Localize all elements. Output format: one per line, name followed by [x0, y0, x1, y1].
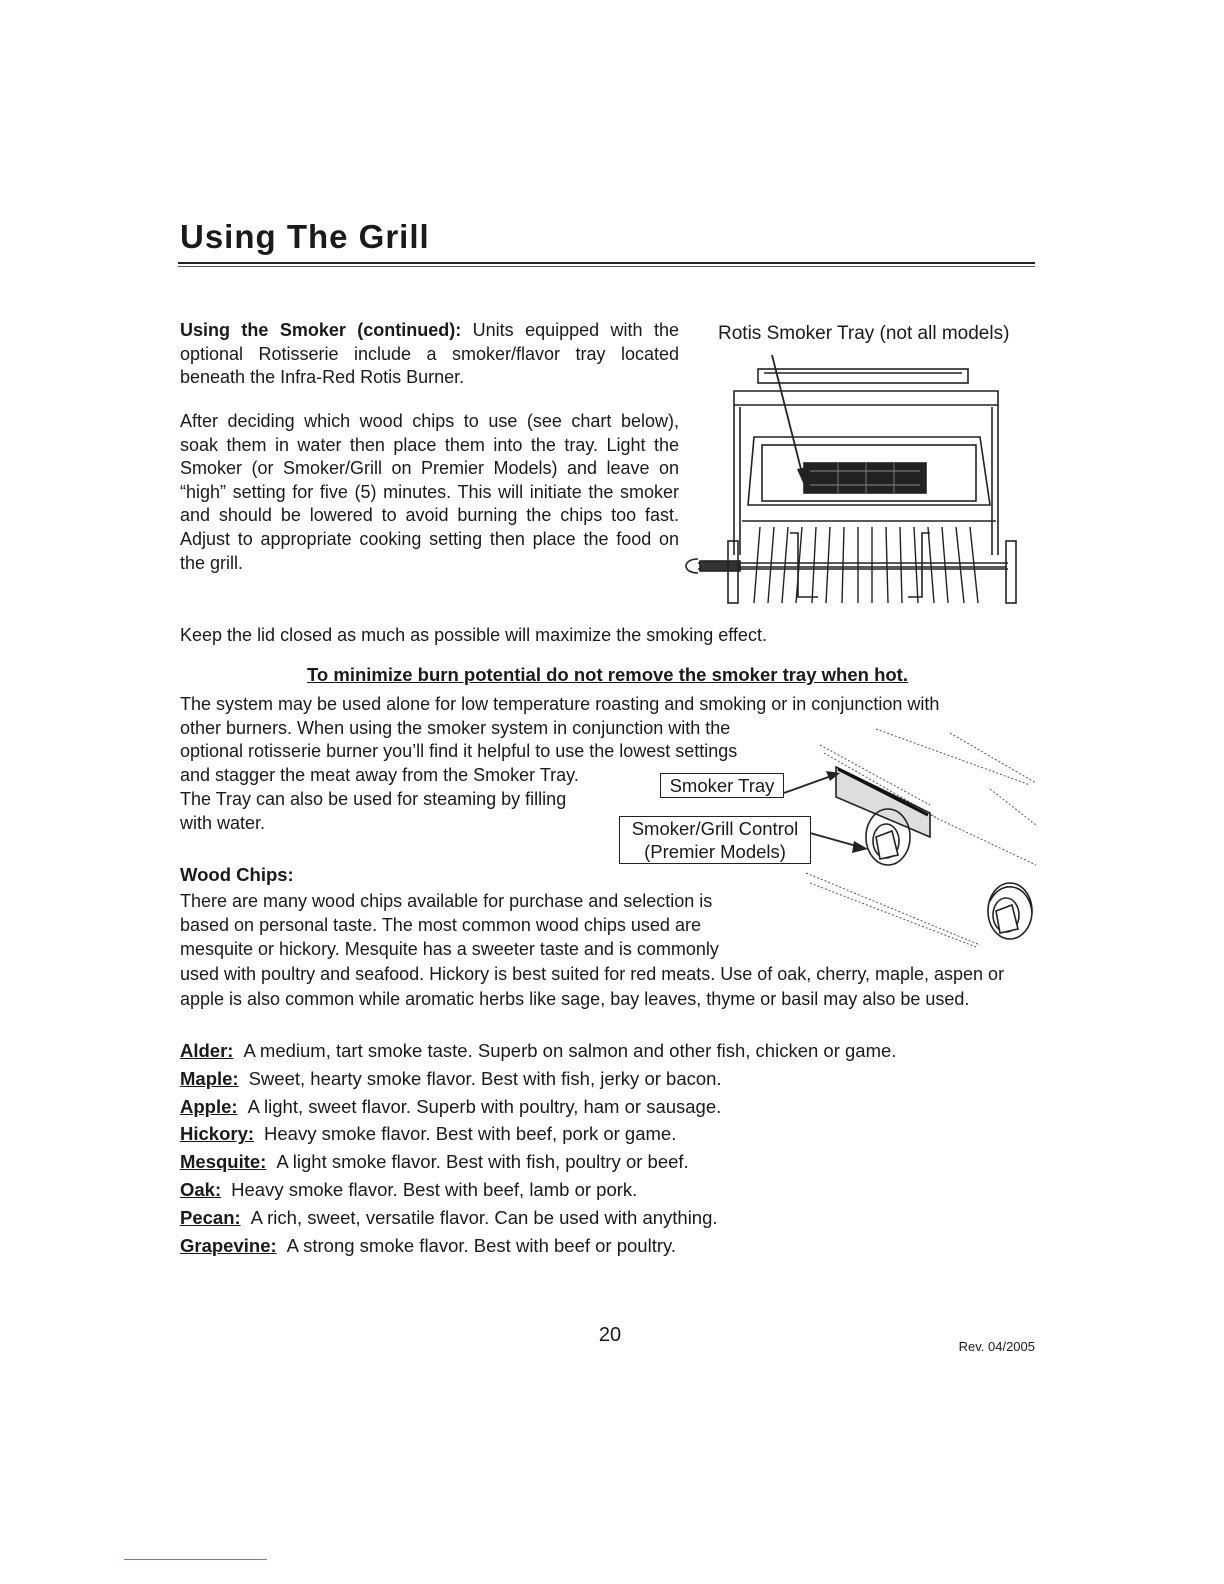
smoker-intro-text: Units equipped with the optional Rotisserie include a smoker/flavor tray located beneath the Infra-Red Rotis Burner.	[180, 320, 679, 388]
system-line-5: The Tray can also be used for steaming by filling	[180, 789, 567, 809]
system-line-4: and stagger the meat away from the Smoker Tray.	[180, 765, 579, 785]
smoker-tray-label: Smoker Tray	[660, 773, 784, 798]
wood-name: Alder:	[180, 1040, 234, 1061]
wood-name: Maple:	[180, 1067, 239, 1089]
list-item	[180, 1093, 1030, 1121]
control-label-line-2: (Premier Models)	[644, 841, 786, 862]
list-item	[180, 1204, 1030, 1232]
wood-name: Mesquite:	[180, 1151, 267, 1173]
lid-note: Keep the lid closed as much as possible will maximize the smoking effect.	[180, 625, 767, 645]
wood-description: A rich, sweet, versatile flavor. Can be used with anything.	[250, 1206, 718, 1228]
wood-description: Heavy smoke flavor. Best with beef, pork or game.	[264, 1123, 677, 1145]
list-item	[180, 1176, 1030, 1204]
wood-description: A strong smoke flavor. Best with beef or poultry.	[286, 1234, 677, 1256]
wood-description: A light, sweet flavor. Superb with poultry, ham or sausage.	[247, 1095, 722, 1117]
title-rule	[178, 262, 1035, 264]
title-rule-thin	[178, 266, 1035, 267]
figure-caption: Rotis Smoker Tray (not all models)	[718, 323, 1010, 344]
smoker-lead: Using the Smoker (continued):	[180, 320, 462, 340]
rotis-smoker-tray-illustration	[676, 345, 1026, 607]
list-item	[180, 1065, 1030, 1093]
wood-intro-line-3: mesquite or hickory. Mesquite has a sweeter taste and is commonly	[180, 939, 719, 959]
page-title: Using The Grill	[180, 218, 430, 255]
wood-intro-rest: used with poultry and seafood. Hickory is best suited for red meats. Use of oak, cherry, maple, aspen or apple is also common while aromatic herbs like sage, bay leaves, thyme or basil may also be used.	[180, 964, 1005, 1009]
list-item	[180, 1037, 1030, 1065]
footer-line	[124, 1559, 267, 1560]
control-label-line-1: Smoker/Grill Control	[631, 818, 799, 839]
system-line-1: The system may be used alone for low temperature roasting and smoking or in conjunction with	[180, 694, 940, 714]
wood-intro-line-2: based on personal taste. The most common wood chips used are	[180, 915, 701, 935]
wood-description: Heavy smoke flavor. Best with beef, lamb or pork.	[231, 1178, 638, 1200]
wood-name: Pecan:	[180, 1206, 241, 1228]
wood-name: Apple:	[180, 1095, 238, 1117]
wood-description: A light smoke flavor. Best with fish, poultry or beef.	[276, 1151, 689, 1173]
wood-description: Sweet, hearty smoke flavor. Best with fish, jerky or bacon.	[248, 1067, 722, 1089]
smoker-intro-paragraph	[180, 319, 679, 390]
smoker-control-illustration	[780, 725, 1040, 955]
wood-chips-heading: Wood Chips:	[180, 864, 294, 885]
system-line-2: other burners. When using the smoker system in conjunction with the	[180, 718, 731, 738]
list-item	[180, 1148, 1030, 1176]
system-line-6: with water.	[180, 813, 266, 833]
list-item	[180, 1120, 1030, 1148]
list-item	[180, 1232, 1030, 1260]
wood-name: Oak:	[180, 1178, 222, 1200]
smoker-grill-control-label	[619, 816, 811, 864]
burn-warning: To minimize burn potential do not remove the smoker tray when hot.	[307, 664, 908, 685]
wood-name: Hickory:	[180, 1123, 255, 1145]
wood-chip-list	[180, 1037, 1030, 1259]
wood-intro-line-1: There are many wood chips available for purchase and selection is	[180, 891, 713, 911]
wood-name: Grapevine:	[180, 1234, 277, 1256]
revision-date: Rev. 04/2005	[958, 1339, 1035, 1354]
system-line-3: optional rotisserie burner you’ll find it helpful to use the lowest settings	[180, 741, 738, 761]
smoker-instructions-paragraph: After deciding which wood chips to use (see chart below), soak them in water then place them into the tray. Light the Smoker (or Smoker/Grill on Premier Models) and leave on “high” setting for five (5) minutes. This will initiate the smoker and should be lowered to avoid burning the chips too fast. Adjust to appropriate cooking setting then place the food on the grill.	[180, 411, 679, 573]
page-number: 20	[598, 1324, 622, 1346]
wood-description: A medium, tart smoke taste. Superb on salmon and other fish, chicken or game.	[243, 1040, 897, 1061]
